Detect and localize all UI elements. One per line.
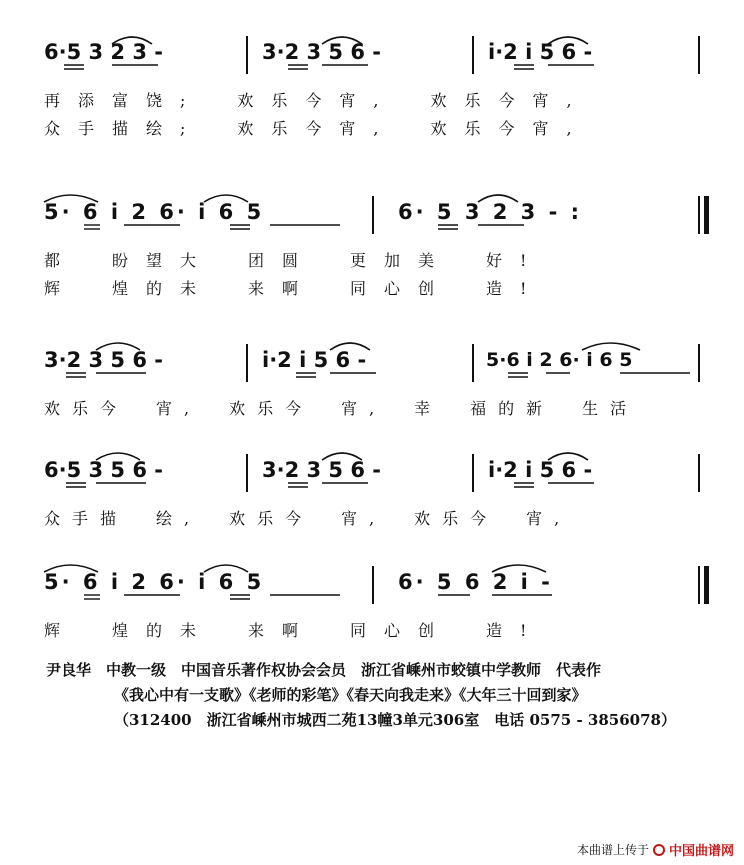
barline [246, 36, 248, 74]
measure-1-notes: 5· 6 i 2 6· i 6 5 [44, 200, 265, 224]
lyric-line-1: 都 盼望大 团圆 更加美 好! [44, 251, 545, 270]
final-barline [704, 566, 709, 604]
barline [246, 454, 248, 492]
barline [698, 454, 700, 492]
lyric-line-1: 众手描 绘, 欢乐今 宵, 欢乐今 宵, [44, 509, 572, 528]
measure-1-notes: 6·5 3 5 6 - [44, 458, 163, 482]
barline [698, 566, 700, 604]
measure-3-notes: i·2 i 5 6 - [488, 40, 593, 64]
measure-1-notes: 6·5 3 2 3 - [44, 40, 163, 64]
measure-1-notes: 3·2 3 5 6 - [44, 348, 163, 372]
upload-text: 本曲谱上传于 [576, 843, 649, 857]
barline [372, 566, 374, 604]
lyric-line-2: 众手描绘; 欢乐今宵, 欢乐今宵, [44, 119, 590, 138]
barline [698, 36, 700, 74]
lyric-line-1: 欢乐今 宵, 欢乐今 宵, 幸 福的新 生活 [44, 399, 639, 418]
measure-1-notes: 5· 6 i 2 6· i 6 5 [44, 570, 265, 594]
site-logo-icon [653, 844, 665, 856]
barline [472, 36, 474, 74]
final-barline [704, 196, 709, 234]
credits-line-1: 尹良华 中教一级 中国音乐著作权协会会员 浙江省嵊州市蛟镇中学教师 代表作 [46, 661, 602, 679]
barline [246, 344, 248, 382]
lyric-line-2: 辉 煌的未 来啊 同心创 造! [44, 279, 545, 298]
site-name-link[interactable]: 中国曲谱网 [668, 844, 734, 859]
notes-row [0, 36, 744, 76]
lyric-line-1: 辉 煌的未 来啊 同心创 造! [44, 621, 545, 640]
barline [372, 196, 374, 234]
credits-line-3: （312400 浙江省嵊州市城西二苑13幢3单元306室 电话 0575 - 3856078） [114, 711, 676, 729]
measure-2-notes: i·2 i 5 6 - [262, 348, 367, 372]
notes-row [0, 196, 744, 236]
notes-row [0, 566, 744, 606]
upload-footer [577, 840, 734, 859]
measure-3-notes: 5·6 i 2 6· i 6 5 [486, 349, 633, 371]
composer-credits [46, 658, 726, 733]
barline [698, 196, 700, 234]
barline [472, 454, 474, 492]
measure-2-notes: 6· 5 6 2 i - [398, 570, 553, 594]
measure-2-notes: 6· 5 3 2 3 - : [398, 200, 583, 224]
lyric-line-1: 再添富饶; 欢乐今宵, 欢乐今宵, [44, 91, 590, 110]
barline [698, 344, 700, 382]
credits-line-2: 《我心中有一支歌》《老师的彩笔》《春天向我走来》《大年三十回到家》 [114, 686, 587, 704]
barline [472, 344, 474, 382]
measure-3-notes: i·2 i 5 6 - [488, 458, 593, 482]
notes-row [0, 454, 744, 494]
measure-2-notes: 3·2 3 5 6 - [262, 40, 381, 64]
measure-2-notes: 3·2 3 5 6 - [262, 458, 381, 482]
notes-row [0, 344, 744, 384]
